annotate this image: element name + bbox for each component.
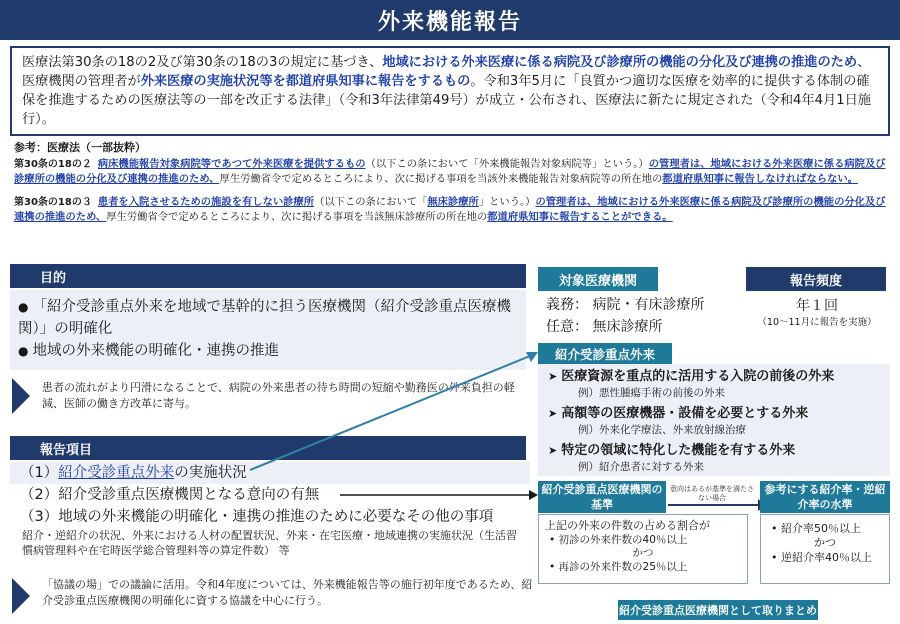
referral-item-label: 医療資源を重点的に活用する入院の前後の外来 (561, 369, 835, 384)
target-mandatory: 義務： 病院・有床診療所 (546, 297, 705, 313)
article-emphasis: 病床機能報告対象病院等であつて外来医療を提供するもの (97, 157, 366, 170)
article-text: 厚生労働省令で定めるところにより、次に掲げる事項を当該無床診療所の所在地の (106, 211, 488, 223)
article-label: 第30条の18の２ (14, 158, 92, 170)
purpose-header: 目的 (10, 264, 526, 288)
bullet-icon: • (771, 522, 781, 535)
report-item-2: （2）紹介受診重点医療機関となる意向の有無 (20, 487, 320, 503)
criteria-line-text: 初診の外来件数の40％以上 (558, 534, 688, 546)
criteria-line (545, 533, 741, 547)
article-text: 厚生労働省令で定めるところにより、次に掲げる事項を当該外来機能報告対象病院等の所在地の (219, 173, 663, 185)
report-item-3-detail: 紹介・逆紹介の状況、外来における人材の配置状況、外来・在宅医療・地域連携の実施状況（生活習慣病管理料や在宅時医学総合管理料等の算定件数） 等 (22, 529, 517, 557)
referral-outpatient-link[interactable]: 紹介受診重点外来 (58, 465, 175, 481)
bullet-icon: ● (18, 344, 29, 358)
article-emphasis: の管理者は、地域における外来医療に係る病院及び診療所の機能の分化及び連携の推進のため、 (14, 157, 886, 185)
report-header: 報告項目 (10, 436, 526, 460)
bullet-icon: ● (18, 300, 29, 314)
bullet-icon: • (549, 534, 559, 546)
article-label: 第30条の18の３ (14, 196, 92, 208)
arrow-label: 意向はあるが基準を満たさない場合 (670, 485, 754, 502)
article-text: （以下この条において「 (314, 195, 428, 208)
article-emphasis: 都道府県知事に報告することができる。 (487, 211, 673, 223)
report-item-number: （1） (20, 465, 59, 481)
reference-rate-header: 参考にする紹介率・逆紹介率の水準 (760, 481, 890, 513)
rate-line-text: 逆紹介率40％以上 (781, 551, 872, 564)
criteria-and: かつ (632, 547, 654, 559)
final-compilation-label: 紹介受診重点医療機関として取りまとめ (618, 600, 818, 620)
chevron-right-icon: ➤ (548, 370, 558, 383)
referral-item-example: 例）外来化学療法、外来放射線治療 (578, 424, 746, 436)
reference-title: 参考：医療法（一部抜粋） (14, 141, 146, 154)
reference-rate-body (760, 514, 890, 584)
referral-item (548, 368, 880, 386)
criteria-lead: 上記の外来の件数の占める割合が (545, 519, 710, 532)
chevron-right-icon: ➤ (548, 407, 558, 420)
article-emphasis: の管理者は、地域における外来医療に係る病院及び診療所の機能の分化及び連携の推進のため、 (14, 195, 886, 223)
intro-text-1: 医療法第30条の18の2及び第30条の18の3の規定に基づき、 (22, 55, 383, 70)
article-emphasis: 無床診療所 (427, 195, 479, 208)
intro-emphasis-1: 地域における外来医療に係る病院及び診療所の機能の分化及び連携の推進のため (382, 55, 858, 70)
referral-item (548, 405, 880, 423)
connector-line (250, 356, 530, 470)
criteria-body (538, 514, 748, 584)
chevron-right-icon: ➤ (548, 444, 558, 457)
target-optional: 任意： 無床診療所 (546, 319, 663, 335)
intro-text-2: 、医療機関の管理者が (22, 55, 871, 89)
referral-item-label: 特定の領域に特化した機能を有する外来 (561, 443, 796, 458)
purpose-item-text: 「紹介受診重点外来を地域で基幹的に担う医療機関（紹介受診重点医療機関）」の明確化 (18, 299, 511, 337)
referral-item-example: 例）悪性腫瘍手術の前後の外来 (578, 387, 725, 399)
report-item-3: （3）地域の外来機能の明確化・連携の推進のために必要なその他の事項 (20, 509, 494, 525)
criteria-line-text: 再診の外来件数の25％以上 (558, 561, 688, 573)
referral-outpatient-body (538, 364, 890, 476)
referral-item-label: 高額等の医療機器・設備を必要とする外来 (561, 406, 809, 421)
target-header: 対象医療機関 (538, 267, 658, 291)
frequency-value: 年１回 (796, 298, 838, 314)
article-text: （以下この条において「外来機能報告対象病院等」という。） (365, 157, 649, 170)
frequency-header: 報告頻度 (746, 267, 886, 291)
report-item-text: の実施状況 (174, 465, 247, 481)
connector-arrow-head (529, 490, 538, 500)
article-emphasis: 患者を入院させるための施設を有しない診療所 (97, 195, 315, 208)
article-emphasis: 都道府県知事に報告しなければならない。 (662, 173, 858, 185)
referral-item-example: 例）紹介患者に対する外来 (578, 461, 704, 473)
report-note: 「協議の場」での議論に活用。令和4年度については、外来機能報告等の施行初年度であるため、紹介受診重点医療機関の明確化に資する協議を中心に行う。 (42, 578, 533, 607)
arrow-line (668, 504, 760, 506)
criteria-header: 紹介受診重点医療機関の基準 (538, 481, 666, 513)
article-text: 」という。） (478, 195, 536, 208)
rate-line (767, 550, 883, 565)
intro-emphasis-2: 外来医療の実施状況等を都道府県知事に報告をするもの (140, 74, 471, 89)
purpose-item-text: 地域の外来機能の明確化・連携の推進 (32, 343, 279, 359)
bullet-icon: • (771, 551, 781, 564)
page-title: 外来機能報告 (377, 9, 522, 35)
referral-outpatient-header: 紹介受診重点外来 (538, 343, 672, 365)
rate-line (767, 521, 883, 536)
rate-line-text: 紹介率50％以上 (781, 522, 861, 535)
rate-and: かつ (814, 536, 836, 549)
bullet-icon: • (549, 561, 559, 573)
purpose-note: 患者の流れがより円滑になることで、病院の外来患者の待ち時間の短縮や勤務医の外来負担の軽減、医師の働き方改革に寄与。 (42, 381, 515, 410)
frequency-note: （10～11月に報告を実施） (757, 317, 877, 328)
intro-text-3: 。令和3年5月に「良質かつ適切な医療を効率的に提供する体制の確保を推進するための医療法等の一部を改正する法律」（令和3年法律第49号）が成立・公布され、医療法に新たに規定された（令和4年4月1日施行）。 (22, 74, 871, 127)
referral-item (548, 442, 880, 460)
criteria-line (545, 560, 741, 574)
